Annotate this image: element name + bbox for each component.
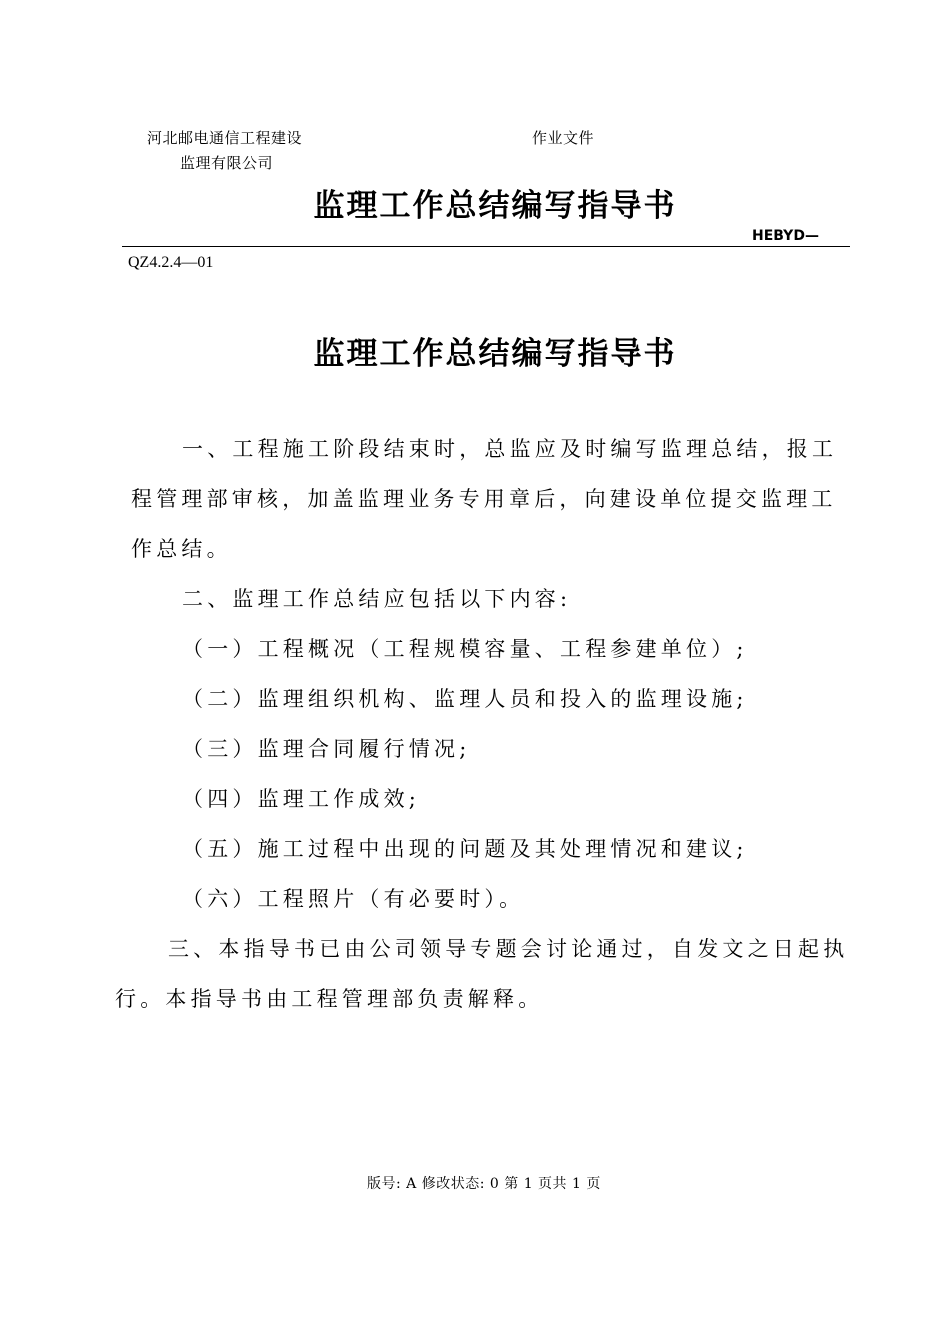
list-item: （二）监理组织机构、监理人员和投入的监理设施; [182,687,748,711]
list-item: （六）工程照片（有必要时）。 [182,887,525,911]
header-divider [122,246,850,247]
paragraph-2: 二、监理工作总结应包括以下内容: [182,587,572,611]
paragraph-1-line-1: 一、工程施工阶段结束时，总监应及时编写监理总结，报工 [182,437,838,461]
paragraph-1-line-3: 作总结。 [131,537,232,561]
doc-code-number: QZ4.2.4—01 [128,254,214,271]
company-name-line2: 监理有限公司 [180,154,274,172]
list-item: （五）施工过程中出现的问题及其处理情况和建议; [182,837,748,861]
header-title: 监理工作总结编写指导书 [313,188,677,224]
page-footer: 版号: A 修改状态: 0 第 1 页共 1 页 [367,1176,601,1192]
list-item: （四）监理工作成效; [182,787,421,811]
paragraph-1-line-2: 程管理部审核，加盖监理业务专用章后，向建设单位提交监理工 [131,487,837,511]
doc-type-label: 作业文件 [532,129,595,147]
doc-code-prefix: HEBYD— [752,228,819,244]
paragraph-3-line-1: 三、本指导书已由公司领导专题会讨论通过，自发文之日起执 [168,937,849,961]
company-name-line1: 河北邮电通信工程建设 [147,129,303,147]
page-title: 监理工作总结编写指导书 [313,336,677,372]
list-item: （三）监理合同履行情况; [182,737,471,761]
list-item: （一）工程概况（工程规模容量、工程参建单位）; [182,637,748,661]
paragraph-3-line-2: 行。本指导书由工程管理部负责解释。 [115,987,544,1011]
